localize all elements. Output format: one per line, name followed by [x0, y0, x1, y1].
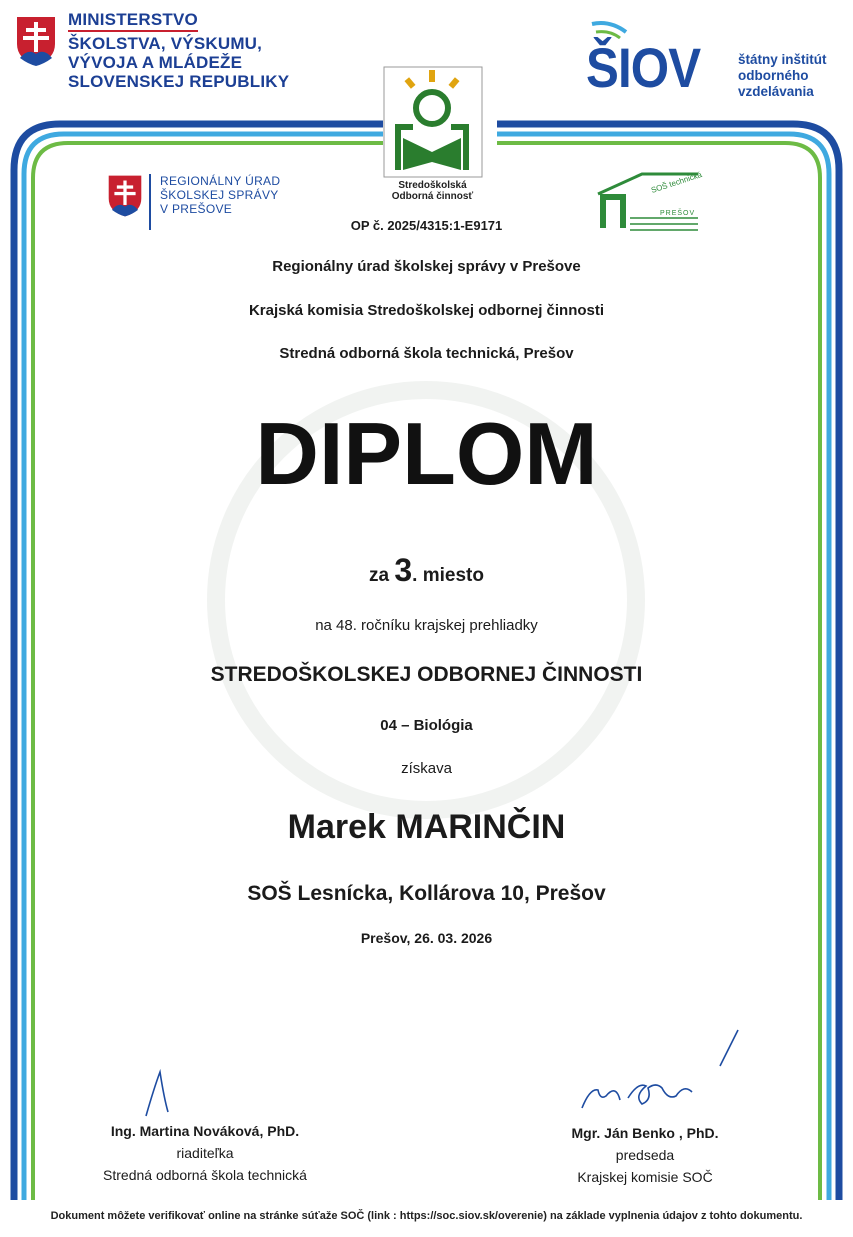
right-signer-role: predseda: [615, 1147, 675, 1163]
ministry-line-2: ŠKOLSTVA, VÝSKUMU,: [68, 34, 263, 53]
op-number: OP č. 2025/4315:1-E9171: [350, 218, 503, 233]
place-number: 3: [394, 552, 413, 588]
left-signer-name: Ing. Martina Nováková, PhD.: [110, 1123, 300, 1139]
ruos-line-2: ŠKOLSKEJ SPRÁVY: [160, 188, 279, 202]
category: 04 – Biológia: [380, 717, 473, 734]
siov-subtitle: [738, 52, 827, 100]
left-signer-org: Stredná odborná škola technická: [103, 1167, 307, 1183]
sos-technicka-city: PREŠOV: [660, 210, 696, 217]
right-signature-block: [520, 1122, 770, 1188]
ministry-name: [68, 10, 289, 91]
soc-caption: [385, 180, 480, 202]
ruos-crest-icon: [106, 174, 144, 218]
ruos-line-1: REGIONÁLNY ÚRAD: [160, 174, 281, 188]
place-award: [0, 552, 853, 594]
soc-caption-line-1: Stredoškolská: [398, 180, 467, 191]
slovak-coat-of-arms-icon: [14, 14, 58, 68]
place-suffix: . miesto: [412, 565, 484, 586]
siov-logo: ŠIOV: [586, 36, 701, 99]
winner-school: SOŠ Lesnícka, Kollárova 10, Prešov: [247, 882, 606, 905]
organizer-line-1: Regionálny úrad školskej správy v Prešove: [272, 258, 581, 275]
competition-name: STREDOŠKOLSKEJ ODBORNEJ ČINNOSTI: [210, 663, 643, 686]
verification-footer: Dokument môžete verifikovať online na stránke súťaže SOČ (link : https://soc.siov.sk/overenie) na základe vyplnenia údajov z tohto dokumentu.: [50, 1210, 803, 1222]
left-signature-icon: [138, 1068, 178, 1120]
winner-name: Marek MARINČIN: [287, 808, 566, 846]
diploma-title: DIPLOM: [255, 404, 598, 503]
ministry-line-1: MINISTERSTVO: [68, 10, 198, 32]
ruos-line-3: V PREŠOVE: [160, 202, 233, 216]
right-signer-org: Krajskej komisie SOČ: [577, 1169, 713, 1185]
soc-logo-icon: [383, 66, 483, 178]
right-signature-icon: [576, 1026, 746, 1116]
siov-sub-line-3: vzdelávania: [738, 84, 814, 99]
soc-caption-line-2: Odborná činnosť: [391, 191, 474, 202]
place-prefix: za: [369, 565, 395, 586]
ministry-line-4: SLOVENSKEJ REPUBLIKY: [68, 72, 290, 91]
ministry-line-3: VÝVOJA A MLÁDEŽE: [68, 53, 243, 72]
receives-text: získava: [401, 760, 452, 777]
left-signer-role: riaditeľka: [176, 1145, 234, 1161]
left-signature-block: [60, 1120, 350, 1186]
organizer-line-3: Stredná odborná škola technická, Prešov: [279, 345, 574, 362]
date-place: Prešov, 26. 03. 2026: [360, 930, 493, 946]
organizer-line-2: Krajská komisia Stredoškolskej odbornej činnosti: [248, 302, 605, 319]
right-signer-name: Mgr. Ján Benko , PhD.: [571, 1125, 719, 1141]
sos-technicka-tag: SOŠ technická: [649, 170, 704, 195]
siov-sub-line-1: štátny inštitút: [738, 52, 827, 67]
edition-text: na 48. ročníku krajskej prehliadky: [315, 617, 538, 634]
ruos-name: [160, 174, 280, 216]
siov-sub-line-2: odborného: [738, 68, 809, 83]
